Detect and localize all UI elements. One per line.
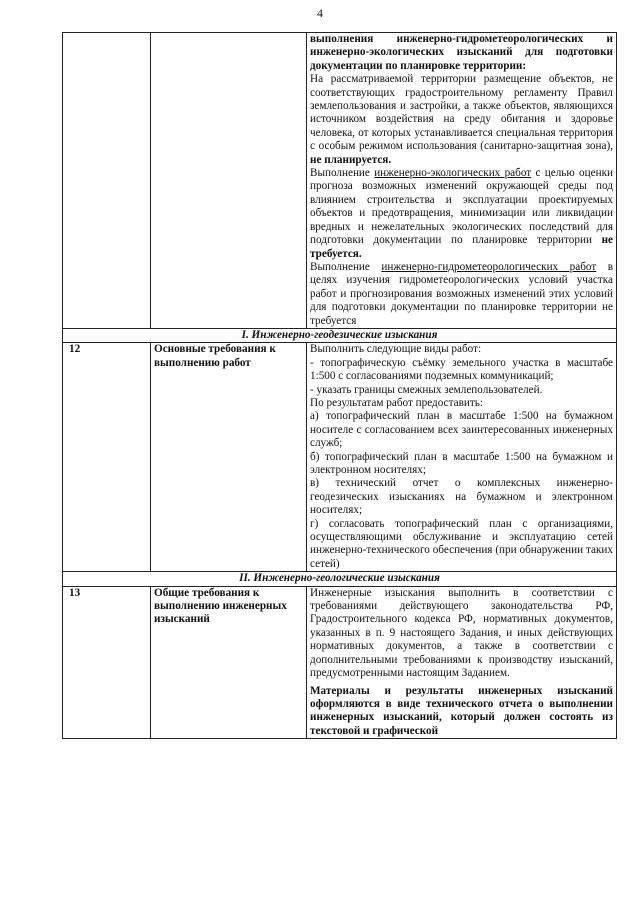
list-item: в) технический отчет о комплексных инженерно-геодезических изысканиях на бумажном и электронном носителях; — [310, 477, 613, 517]
paragraph-bold: Материалы и результаты инженерных изысканий оформляются в виде технического отчета о выполнении инженерных изысканий, который должен состоять из текстовой и графической — [310, 684, 613, 737]
row-number: 13 — [63, 586, 151, 738]
section-header-row — [63, 572, 617, 586]
table-row — [63, 586, 617, 738]
page-number: 4 — [317, 6, 323, 20]
underlined-term: инженерно-экологических работ — [374, 167, 532, 180]
section-heading: выполнения инженерно-гидрометеорологических и инженерно-экологических изысканий для подготовки документации по планировке территории: — [310, 33, 613, 72]
list-item: б) топографический план в масштабе 1:500 на бумажном и электронном носителях; — [310, 450, 613, 476]
paragraph: На рассматриваемой территории размещение объектов, не соответствующих градостроительному регламенту Правил землепользования и застройки, а также объектов, являющихся источником воздействия на среду обитания и здоровье человека, от которых устанавливается специальная территория с особым режимом использования (санитарно-защитная зона), не планируется. — [310, 73, 613, 166]
paragraph: Выполнение инженерно-гидрометеорологических работ в целях изучения гидрометеорологических условий участка работ и прогнозирования возможных изменений этих условий для подготовки документации по планировке территории не требуется — [310, 260, 614, 327]
list-item: а) топографический план в масштабе 1:500 на бумажном носителе с согласованием всех заинтересованных инженерных служб; — [310, 410, 613, 450]
row-number: 12 — [63, 343, 151, 572]
content-cell — [307, 33, 617, 329]
table-row — [63, 343, 617, 572]
content-cell — [307, 343, 617, 572]
requirements-table — [62, 32, 617, 739]
paragraph: Инженерные изыскания выполнить в соответствии с требованиями действующего законодательства РФ, Градостроительного кодекса РФ, нормативных документов, указанных в п. 9 настоящего Задания, и иных действующих нормативных документов, а также в соответствии с дополнительными требованиями к производству изысканий, предусмотренными настоящим Заданием. — [310, 586, 613, 680]
underlined-term: инженерно-гидрометеорологических работ — [381, 260, 597, 273]
requirement-cell — [151, 33, 307, 329]
requirement-title: Общие требования к выполнению инженерных изысканий — [151, 586, 307, 738]
requirement-title: Основные требования к выполнению работ — [151, 343, 307, 572]
number-cell — [63, 33, 151, 329]
list-item: - указать границы смежных землепользователей. — [310, 383, 543, 396]
list-item: Выполнить следующие виды работ: — [310, 343, 482, 356]
table-row — [63, 33, 617, 329]
section-header-row — [63, 328, 617, 342]
content-cell — [307, 586, 617, 738]
section-title: II. Инженерно-геологические изыскания — [63, 572, 617, 586]
list-item: - топографическую съёмку земельного участка в масштабе 1:500 с согласованиями подземных коммуникаций; — [310, 356, 613, 383]
section-title: I. Инженерно-геодезические изыскания — [63, 328, 617, 342]
list-item: г) согласовать топографический план с организациями, осуществляющими обслуживание и эксплуатацию сетей инженерно-технического обеспечения (при обнаружении таких сетей) — [310, 517, 613, 570]
list-item: По результатам работ предоставить: — [310, 396, 483, 409]
paragraph: Выполнение инженерно-экологических работ с целью оценки прогноза возможных изменений окружающей среды под влиянием строительства и эксплуатации проектируемых объектов и предотвращения, минимизации или ликвидации вредных и нежелательных экологических последствий для подготовки документации по планировке территории не требуется. — [310, 167, 614, 260]
